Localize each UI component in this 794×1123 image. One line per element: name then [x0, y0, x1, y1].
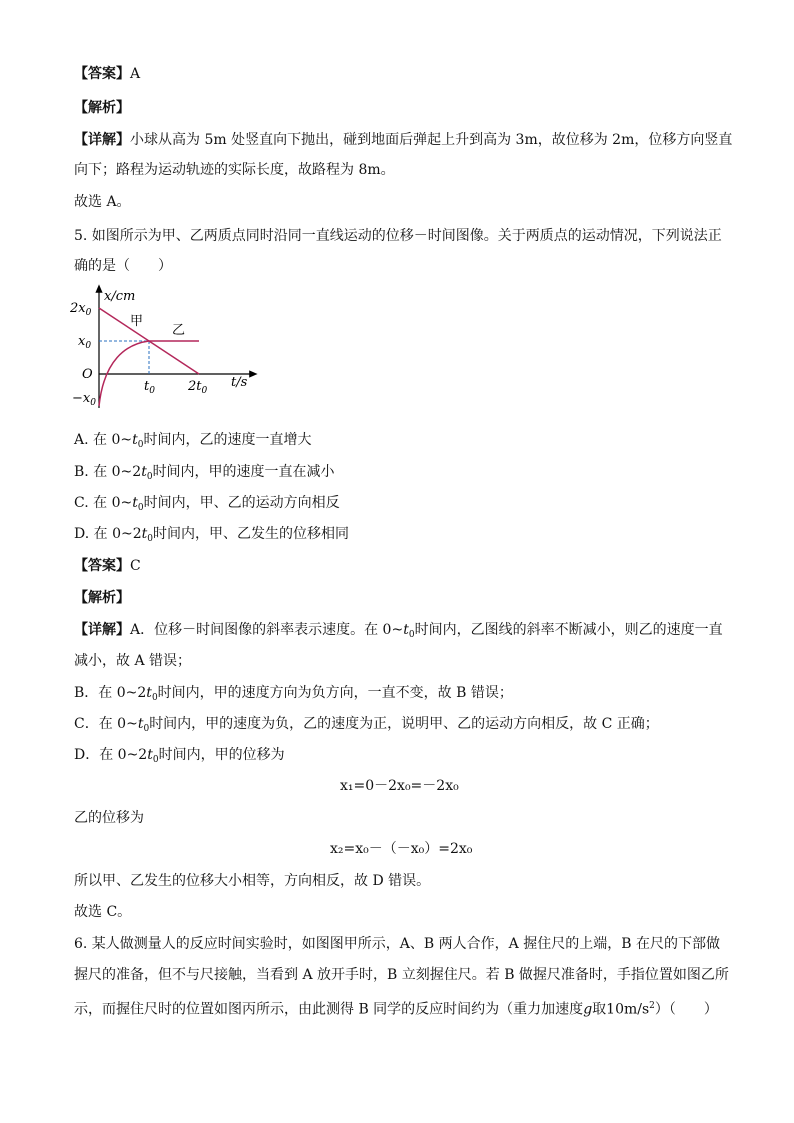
question-6-line-2: 握尺的准备，但不与尺接触，当看到 A 放开手时，B 立刻握住尺。若 B 做握尺准备时，手指位置如图乙所: [74, 967, 729, 983]
detail-b: B．在 $0\sim 2t_0$时间内，甲的速度方向为负方向，一直不变，故 B 错误；: [74, 685, 513, 703]
detail-text: 小球从高为 5m 处竖直向下抛出，碰到地面后弹起上升到高为 3m，故位移为 2m，位移方向竖直: [130, 132, 733, 148]
detail-tag: 【详解】: [74, 132, 130, 148]
question-6-line-1: 6. 某人做测量人的反应时间实验时，如图图甲所示，A、B 两人合作，A 握住尺的上端，B 在尺的下部做: [74, 936, 720, 952]
answer-line-4: [74, 64, 140, 84]
y-tick-neg-x0: $-x_0$: [72, 391, 96, 408]
answer-tag: 【答案】: [74, 558, 130, 574]
equation-jia-displacement: x₁=0－2x₀=－2x₀: [340, 778, 459, 794]
detail-c: C．在 $0\sim t_0$时间内，甲的速度为负，乙的速度为正，说明甲、乙的运动方向相反，故 C 正确；: [74, 716, 659, 734]
x-tick-2t0: $2t_0$: [188, 379, 208, 396]
analysis-tag-5: [74, 588, 130, 608]
x-tick-t0: $t_0$: [144, 379, 155, 396]
detail-a-line-2: 减小，故 A 错误；: [74, 653, 192, 669]
option-d: D. 在 $0\sim 2t_0$时间内，甲、乙发生的位移相同: [74, 526, 349, 544]
yi-displacement-label: 乙的位移为: [74, 810, 144, 826]
conclusion-5: 故选 C。: [74, 904, 132, 920]
answer-value: C: [130, 558, 141, 574]
question-5-stem-line-2: 确的是（ ）: [74, 258, 172, 274]
option-b: B. 在 $0\sim 2t_0$时间内，甲的速度一直在减小: [74, 464, 335, 482]
answer-tag: 【答案】: [74, 66, 130, 82]
summary-line: 所以甲、乙发生的位移大小相等，方向相反，故 D 错误。: [74, 873, 431, 889]
analysis-tag: 【解析】: [74, 100, 130, 116]
answer-line-5: [74, 556, 141, 576]
equation-yi-displacement: x₂=x₀－（－x₀）=2x₀: [330, 841, 473, 857]
conclusion-4: 故选 A。: [74, 194, 131, 210]
label-yi: 乙: [172, 323, 186, 338]
detail-line-2: 向下；路程为运动轨迹的实际长度，故路程为 8m。: [74, 162, 395, 178]
question-5-stem-line-1: 5. 如图所示为甲、乙两质点同时沿同一直线运动的位移－时间图像。关于两质点的运动情况，下列说法正: [74, 228, 722, 244]
position-time-graph: [64, 282, 284, 412]
detail-line-1: [74, 130, 732, 150]
detail-a-line-1: 【详解】A．位移－时间图像的斜率表示速度。在 $0\sim t_0$时间内，乙图线的斜率不断减小，则乙的速度一直: [74, 622, 723, 640]
y-axis-title: x/cm: [104, 289, 136, 304]
detail-tag: 【详解】: [74, 622, 130, 638]
origin-label: O: [82, 367, 93, 382]
x-axis-title: t/s: [231, 375, 248, 390]
y-tick-x0: $x_0$: [78, 334, 92, 351]
option-a: A. 在 $0\sim t_0$时间内，乙的速度一直增大: [74, 432, 312, 450]
analysis-tag-4: [74, 98, 130, 118]
label-jia: 甲: [130, 314, 144, 329]
analysis-tag: 【解析】: [74, 590, 130, 606]
answer-value: A: [130, 66, 141, 82]
y-tick-2x0: $2x_0$: [70, 301, 92, 318]
question-6-line-3: 示，而握住尺时的位置如图丙所示，由此测得 B 同学的反应时间约为（重力加速度g取$10m/s^2$）（ ）: [74, 1001, 718, 1018]
detail-d: D．在 $0\sim 2t_0$时间内，甲的位移为: [74, 747, 285, 765]
option-c: C. 在 $0\sim t_0$时间内，甲、乙的运动方向相反: [74, 495, 340, 513]
